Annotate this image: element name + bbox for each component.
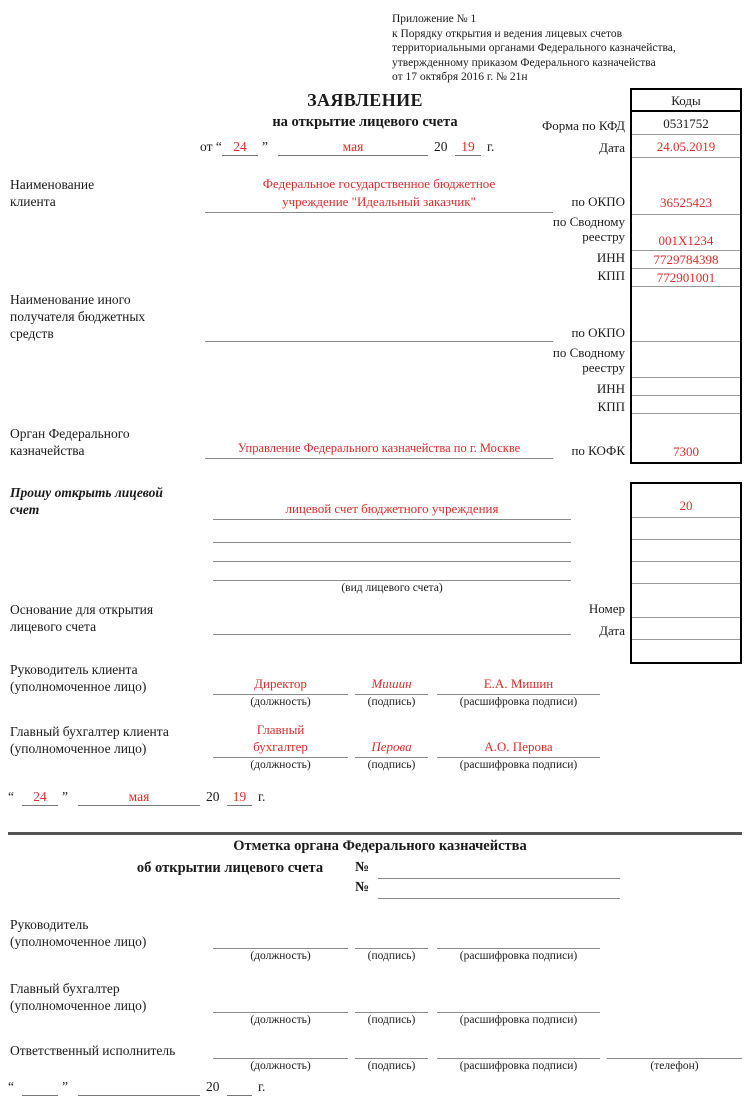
- treasury-body-underline: [205, 458, 553, 459]
- label-client-accountant-line2: (уполномоченное лицо): [10, 741, 147, 756]
- account-type-underline-4: [213, 580, 571, 581]
- account-type-underline-2: [213, 542, 571, 543]
- caption-signature: (подпись): [367, 759, 416, 771]
- other-svod-reestr-value[interactable]: [632, 342, 740, 378]
- label-other-svod-line1: по Сводному: [552, 345, 625, 360]
- label-date: Дата: [599, 140, 625, 155]
- label-client-name-line1: Наименование: [10, 177, 95, 192]
- kpp-value[interactable]: 772901001: [632, 269, 740, 287]
- caption-signature: (подпись): [367, 1014, 416, 1026]
- client-accountant-position-line2[interactable]: бухгалтер: [253, 739, 308, 754]
- header-note-line: к Порядку открытия и ведения лицевых счетов: [392, 27, 623, 40]
- account-type-code[interactable]: 20: [632, 484, 740, 518]
- caption-signature: (подпись): [367, 950, 416, 962]
- client-name-value-line1[interactable]: Федеральное государственное бюджетное: [262, 176, 496, 191]
- client-head-position-underline: [213, 694, 348, 695]
- document-date-row: [200, 136, 530, 156]
- label-other-inn: ИНН: [596, 381, 625, 396]
- label-client-accountant-line1: Главный бухгалтер клиента: [10, 724, 169, 739]
- label-inn: ИНН: [596, 250, 625, 265]
- page-title: ЗАЯВЛЕНИЕ: [307, 90, 423, 110]
- label-treasury-head-line1: Руководитель: [10, 917, 89, 932]
- label-kofk: по КОФК: [571, 443, 625, 458]
- label-basis-date: Дата: [599, 623, 625, 638]
- account-type-underline-3: [213, 561, 571, 562]
- page-subtitle: на открытие лицевого счета: [272, 114, 458, 130]
- basis-number-value[interactable]: [632, 618, 740, 640]
- treasury-number-label-1: №: [355, 860, 370, 875]
- label-client-name-line2: клиента: [10, 194, 56, 209]
- date-value[interactable]: 24.05.2019: [632, 135, 740, 158]
- caption-name: (расшифровка подписи): [459, 759, 578, 771]
- client-head-signature-underline: [355, 694, 428, 695]
- client-head-name-underline: [437, 694, 600, 695]
- date-year-suffix: г.: [258, 789, 266, 804]
- label-other-kpp: КПП: [597, 399, 625, 414]
- date-quote-close: ”: [262, 139, 268, 154]
- label-kpp: КПП: [597, 268, 625, 283]
- client-name-value-line2[interactable]: учреждение "Идеальный заказчик": [282, 194, 476, 209]
- label-other-okpo: по ОКПО: [571, 325, 625, 340]
- date-prefix: от “: [200, 139, 222, 154]
- treasury-number-underline-1: [378, 878, 620, 879]
- label-basis-line1: Основание для открытия: [10, 602, 154, 617]
- caption-position: (должность): [250, 950, 311, 962]
- header-note-line: от 17 октября 2016 г. № 21н: [392, 71, 528, 84]
- label-treasury-accountant-line2: (уполномоченное лицо): [10, 998, 147, 1013]
- treasury-date-month-field[interactable]: [78, 1095, 200, 1096]
- label-client-head-line2: (уполномоченное лицо): [10, 679, 147, 694]
- label-request-line2: счет: [10, 502, 40, 517]
- date-year-field[interactable]: 19: [455, 139, 481, 156]
- header-note-line: утвержденному приказом Федерального казначейства: [392, 56, 656, 69]
- date-quote-close: ”: [62, 1079, 68, 1094]
- treasury-number-label-2: №: [355, 880, 370, 895]
- codes-table-top: [630, 88, 742, 464]
- executor-position-underline: [213, 1058, 348, 1059]
- treasury-accountant-signature-underline: [355, 1012, 428, 1013]
- label-okpo: по ОКПО: [571, 194, 625, 209]
- treasury-head-name-underline: [437, 948, 600, 949]
- form-kfd-value[interactable]: 0531752: [632, 112, 740, 135]
- basis-underline: [213, 634, 571, 635]
- kofk-value[interactable]: 7300: [673, 444, 699, 459]
- label-basis-number: Номер: [588, 601, 625, 616]
- treasury-section-title-line1: Отметка органа Федерального казначейства: [233, 838, 527, 854]
- label-request-line1: Прошу открыть лицевой: [10, 485, 163, 500]
- account-type-value[interactable]: лицевой счет бюджетного учреждения: [285, 501, 499, 516]
- client-signature-date-row: [8, 786, 308, 806]
- inn-value[interactable]: 7729784398: [632, 251, 740, 269]
- label-client-head-line1: Руководитель клиента: [10, 662, 138, 677]
- client-name-underline: [205, 212, 553, 213]
- client-date-month-field[interactable]: мая: [78, 789, 200, 806]
- client-accountant-position-underline: [213, 757, 348, 758]
- treasury-accountant-position-underline: [213, 1012, 348, 1013]
- treasury-date-year-field[interactable]: [227, 1095, 252, 1096]
- caption-name: (расшифровка подписи): [459, 696, 578, 708]
- date-year-suffix: г.: [258, 1079, 266, 1094]
- executor-signature-underline: [355, 1058, 428, 1059]
- caption-position: (должность): [250, 1014, 311, 1026]
- caption-signature: (подпись): [367, 1060, 416, 1072]
- client-date-day-field[interactable]: 24: [22, 789, 58, 806]
- label-form-kfd: Форма по КФД: [541, 118, 625, 133]
- executor-name-underline: [437, 1058, 600, 1059]
- date-prefix: “: [8, 1079, 14, 1094]
- client-accountant-name-underline: [437, 757, 600, 758]
- treasury-head-position-underline: [213, 948, 348, 949]
- client-accountant-signature[interactable]: Перова: [371, 739, 412, 754]
- label-basis-line2: лицевого счета: [10, 619, 97, 634]
- codes-table-account: [630, 482, 742, 664]
- section-divider: [8, 832, 742, 835]
- label-other-recipient-line2: получателя бюджетных: [10, 309, 146, 324]
- codes-table-header: Коды: [632, 90, 740, 112]
- label-treasury-head-line2: (уполномоченное лицо): [10, 934, 147, 949]
- client-head-signature[interactable]: Мишин: [371, 676, 412, 691]
- treasury-section-title-line2: об открытии лицевого счета: [136, 860, 324, 876]
- label-svod-reestr-line1: по Сводному: [552, 214, 625, 229]
- client-date-year-field[interactable]: 19: [227, 789, 252, 806]
- date-quote-close: ”: [62, 789, 68, 804]
- header-note: [392, 12, 742, 85]
- treasury-head-signature-underline: [355, 948, 428, 949]
- date-year-prefix: 20: [206, 1079, 220, 1094]
- caption-position: (должность): [250, 759, 311, 771]
- treasury-date-day-field[interactable]: [22, 1095, 58, 1096]
- client-accountant-position-line1[interactable]: Главный: [256, 722, 305, 737]
- client-accountant-name[interactable]: А.О. Перова: [484, 739, 553, 754]
- basis-date-value[interactable]: [632, 640, 740, 662]
- other-recipient-underline: [205, 341, 553, 342]
- label-svod-reestr-line2: реестру: [582, 229, 625, 244]
- date-month-field[interactable]: мая: [278, 139, 428, 156]
- header-note-line: территориальными органами Федерального казначейства,: [392, 42, 676, 55]
- label-treasury-accountant-line1: Главный бухгалтер: [10, 981, 120, 996]
- label-other-recipient-line1: Наименование иного: [10, 292, 131, 307]
- account-code-row-5[interactable]: [632, 584, 740, 618]
- date-prefix: “: [8, 789, 14, 804]
- label-responsible-executor: Ответственный исполнитель: [10, 1043, 176, 1058]
- treasury-number-underline-2: [378, 898, 620, 899]
- treasury-date-row: [8, 1076, 308, 1096]
- account-type-underline-1: [213, 519, 571, 520]
- caption-phone: (телефон): [650, 1060, 699, 1072]
- account-code-row-3[interactable]: [632, 540, 740, 562]
- other-inn-value[interactable]: [632, 378, 740, 396]
- okpo-value[interactable]: 36525423: [632, 158, 740, 215]
- caption-position: (должность): [250, 1060, 311, 1072]
- account-code-row-4[interactable]: [632, 562, 740, 584]
- date-day-field[interactable]: 24: [222, 139, 258, 156]
- date-year-prefix: 20: [434, 139, 448, 154]
- label-other-svod-line2: реестру: [582, 360, 625, 375]
- client-head-name[interactable]: Е.А. Мишин: [483, 676, 554, 691]
- label-other-recipient-line3: средств: [10, 326, 54, 341]
- executor-phone-underline: [607, 1058, 742, 1059]
- client-accountant-signature-underline: [355, 757, 428, 758]
- account-type-caption: (вид лицевого счета): [341, 582, 443, 594]
- label-treasury-body-line2: казначейства: [10, 443, 85, 458]
- header-note-line: Приложение № 1: [392, 13, 477, 25]
- caption-name: (расшифровка подписи): [459, 950, 578, 962]
- account-code-row-2[interactable]: [632, 518, 740, 540]
- caption-signature: (подпись): [367, 696, 416, 708]
- other-kpp-value[interactable]: [632, 396, 740, 414]
- caption-position: (должность): [250, 696, 311, 708]
- treasury-body-value[interactable]: Управление Федерального казначейства по г. Москве: [237, 441, 521, 455]
- date-year-suffix: г.: [487, 139, 495, 154]
- svod-reestr-value[interactable]: 001Х1234: [632, 215, 740, 251]
- treasury-accountant-name-underline: [437, 1012, 600, 1013]
- caption-name: (расшифровка подписи): [459, 1060, 578, 1072]
- label-treasury-body-line1: Орган Федерального: [10, 426, 130, 441]
- client-head-position[interactable]: Директор: [254, 676, 307, 691]
- date-year-prefix: 20: [206, 789, 220, 804]
- other-okpo-value[interactable]: [632, 287, 740, 342]
- caption-name: (расшифровка подписи): [459, 1014, 578, 1026]
